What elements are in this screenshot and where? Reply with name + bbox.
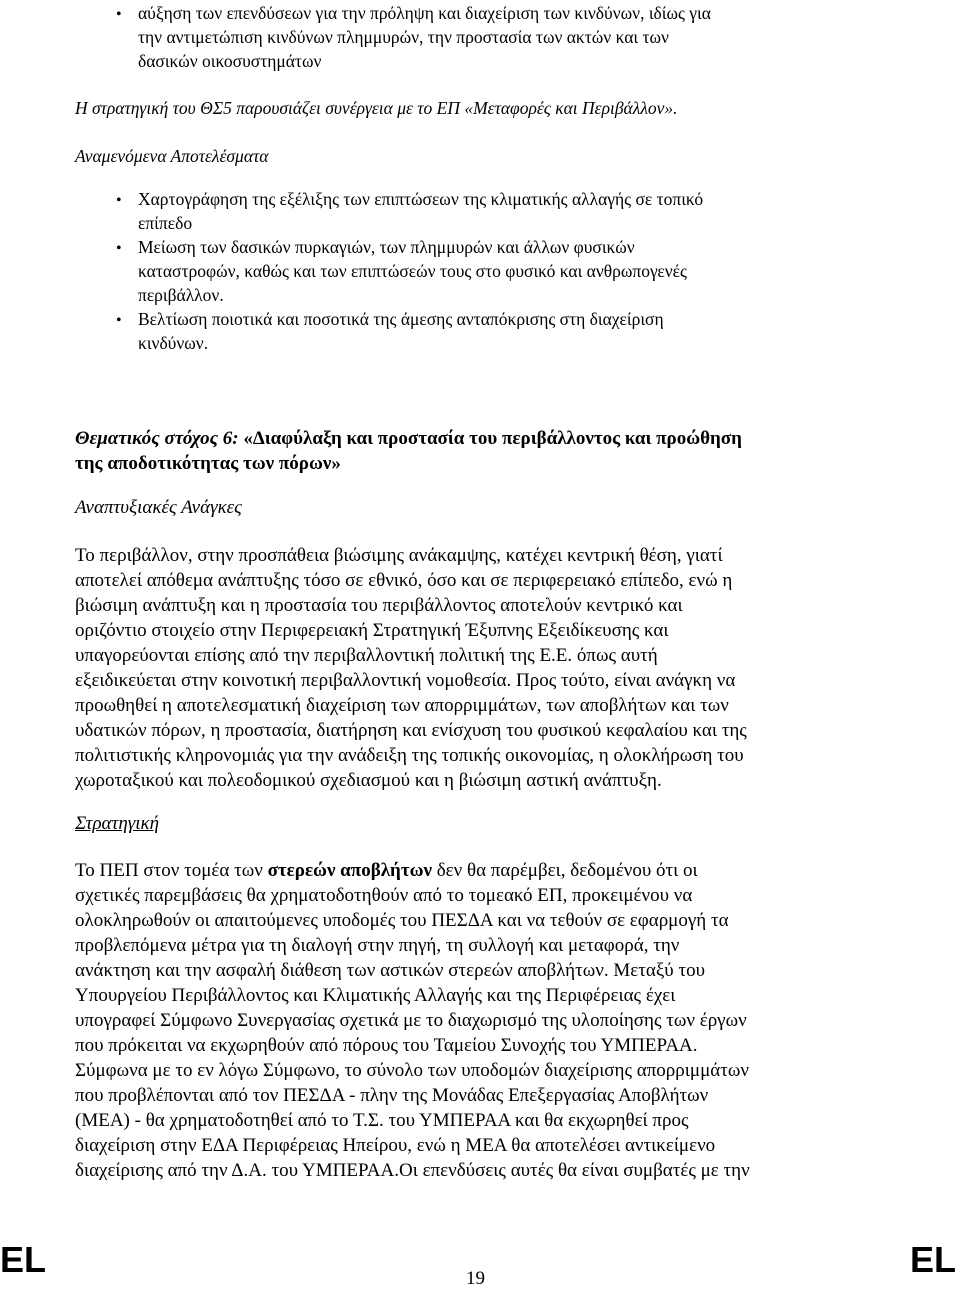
- synergy-sentence: Η στρατηγική του ΘΣ5 παρουσιάζει συνέργεια με το ΕΠ «Μεταφορές και Περιβάλλον».: [75, 98, 678, 118]
- needs-line: υπαγορεύονται επίσης από την περιβαλλοντική πολιτική της Ε.Ε. όπως αυτή: [75, 645, 658, 666]
- strategy-line: ολοκληρωθούν οι απαιτούμενες υποδομές του ΠΕΣΔΑ και να τεθούν σε εφαρμογή τα: [75, 910, 729, 931]
- strategy-line: διαχείριση στην ΕΔΑ Περιφέρειας Ηπείρου, ενώ η ΜΕΑ θα αποτελέσει αντικείμενο: [75, 1135, 716, 1156]
- goal-label: Θεματικός στόχος 6:: [75, 428, 239, 449]
- needs-line: προωθηθεί η αποτελεσματική διαχείριση των απορριμμάτων, των αποβλήτων και των: [75, 695, 729, 716]
- needs-heading: Αναπτυξιακές Ανάγκες: [75, 497, 242, 518]
- strategy-line: σχετικές παρεμβάσεις θα χρηματοδοτηθούν από το τομεακό ΕΠ, προκειμένου να: [75, 885, 693, 906]
- bullet-icon: •: [116, 312, 122, 329]
- strategy-line: Υπουργείου Περιβάλλοντος και Κλιματικής Αλλαγής και της Περιφέρειας έχει: [75, 985, 676, 1006]
- goal-title-line2: της αποδοτικότητας των πόρων»: [75, 453, 341, 474]
- expected-result-line: Μείωση των δασικών πυρκαγιών, των πλημμυρών και άλλων φυσικών: [138, 237, 635, 257]
- strategy-line: που προβλέπονται από τον ΠΕΣΔΑ - πλην της Μονάδας Επεξεργασίας Αποβλήτων: [75, 1085, 709, 1106]
- top-bullet-line: αύξηση των επενδύσεων για την πρόληψη και διαχείριση των κινδύνων, ιδίως για: [138, 3, 711, 23]
- footer-lang-right: EL: [909, 1239, 956, 1280]
- strategy-first-line-bold: στερεών αποβλήτων: [267, 860, 432, 881]
- needs-line: βιώσιμη ανάπτυξη και η προστασία του περιβάλλοντος αποτελούν κεντρικό και: [75, 595, 683, 616]
- strategy-first-line-after: δεν θα παρέμβει, δεδομένου ότι οι: [431, 860, 698, 881]
- strategy-line: (ΜΕΑ) - θα χρηματοδοτηθεί από το Τ.Σ. του ΥΜΠΕΡΑΑ και θα εκχωρηθεί προς: [75, 1110, 689, 1131]
- needs-line: πολιτιστικής κληρονομιάς για την ανάδειξη της τοπικής οικονομίας, η ολοκλήρωση του: [75, 745, 744, 766]
- expected-result-line: καταστροφών, καθώς και των επιπτώσεών τους στο φυσικό και ανθρωπογενές: [138, 261, 687, 281]
- expected-results-heading: Αναμενόμενα Αποτελέσματα: [75, 146, 269, 166]
- needs-line: χωροταξικού και πολεοδομικού σχεδιασμού και η βιώσιμη αστική ανάπτυξη.: [75, 770, 662, 791]
- top-bullet-line: δασικών οικοσυστημάτων: [138, 51, 322, 71]
- strategy-line: προβλεπόμενα μέτρα για τη διαλογή στην πηγή, τη συλλογή και μεταφορά, την: [75, 935, 680, 956]
- strategy-line: υπογραφεί Σύμφωνο Συνεργασίας σχετικά με το διαχωρισμό της υλοποίησης των έργων: [75, 1010, 747, 1031]
- needs-line: αποτελεί απόθεμα ανάπτυξης τόσο σε εθνικό, όσο και σε περιφερειακό επίπεδο, ενώ η: [75, 570, 733, 591]
- footer-lang-left: EL: [0, 1239, 47, 1280]
- expected-result-line: περιβάλλον.: [138, 285, 224, 305]
- expected-result-line: κινδύνων.: [138, 333, 209, 353]
- page-number: 19: [466, 1268, 485, 1289]
- needs-line: Το περιβάλλον, στην προσπάθεια βιώσιμης ανάκαμψης, κατέχει κεντρική θέση, γιατί: [75, 545, 723, 566]
- needs-line: εξειδικεύεται στην κοινοτική περιβαλλοντική νομοθεσία. Προς τούτο, είναι ανάγκη να: [75, 670, 736, 691]
- expected-result-line: Βελτίωση ποιοτικά και ποσοτικά της άμεσης ανταπόκρισης στη διαχείριση: [138, 309, 664, 329]
- needs-line: οριζόντιο στοιχείο στην Περιφερειακή Στρατηγική Έξυπνης Εξειδίκευσης και: [75, 620, 669, 641]
- needs-line: υδατικών πόρων, η προστασία, διατήρηση και ενίσχυση του φυσικού κεφαλαίου και της: [75, 720, 747, 741]
- bullet-icon: •: [116, 6, 122, 23]
- bullet-icon: •: [116, 240, 122, 257]
- top-bullet-line: την αντιμετώπιση κινδύνων πλημμυρών, την προστασία των ακτών και των: [138, 27, 669, 47]
- strategy-line: που πρόκειται να εκχωρηθούν από πόρους του Ταμείου Συνοχής του ΥΜΠΕΡΑΑ.: [75, 1035, 698, 1056]
- strategy-line: διαχείρισης από την Δ.Α. του ΥΜΠΕΡΑΑ.Οι επενδύσεις αυτές θα είναι συμβατές με την: [75, 1160, 750, 1181]
- goal-title-line1: «Διαφύλαξη και προστασία του περιβάλλοντος και προώθηση: [243, 428, 742, 449]
- strategy-first-line-before: Το ΠΕΠ στον τομέα των: [75, 860, 268, 881]
- goal-heading: [75, 426, 742, 452]
- strategy-line: ανάκτηση και την ασφαλή διάθεση των αστικών στερεών αποβλήτων. Μεταξύ του: [75, 960, 705, 981]
- strategy-heading: Στρατηγική: [75, 813, 160, 834]
- strategy-line: Σύμφωνα με το εν λόγω Σύμφωνο, το σύνολο των υποδομών διαχείρισης απορριμμάτων: [75, 1060, 749, 1081]
- bullet-icon: •: [116, 192, 122, 209]
- expected-result-line: Χαρτογράφηση της εξέλιξης των επιπτώσεων της κλιματικής αλλαγής σε τοπικό: [138, 189, 704, 209]
- expected-result-line: επίπεδο: [138, 213, 193, 233]
- strategy-first-line: [75, 858, 698, 884]
